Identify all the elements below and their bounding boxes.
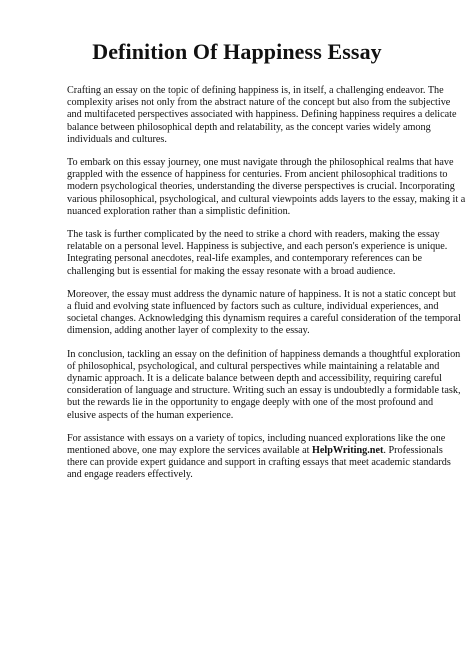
paragraph-intro — [67, 85, 457, 146]
paragraph-line: but the rewards lie in the opportunity to engage deeply with one of the most profound and — [67, 397, 434, 409]
paragraph-line: challenging but is essential for making the essay resonate with a broad audience. — [67, 265, 396, 277]
paragraph-line: balance between philosophical depth and relatability, as the concept varies widely among — [67, 121, 431, 133]
paragraph-line: a fluid and evolving state influenced by factors such as culture, individual experiences, and — [67, 301, 439, 313]
paragraph-line-with-link — [67, 445, 443, 457]
line-text-before-link: mentioned above, one may explore the services available at — [67, 445, 312, 457]
paragraph-line: The task is further complicated by the need to strike a chord with readers, making the essay — [67, 229, 440, 241]
paragraph-line: Integrating personal anecdotes, real-life examples, and contemporary references can be — [67, 253, 422, 265]
paragraph-line: and multifaceted perspectives associated with happiness. Defining happiness requires a delicate — [67, 109, 457, 121]
paragraph-line: of philosophical, psychological, and cultural perspectives while maintaining a relatable and — [67, 360, 440, 372]
paragraph-line: relatable on a personal level. Happiness is subjective, and each person's experience is unique. — [67, 241, 448, 253]
line-text-after-link: . Professionals — [383, 445, 443, 457]
paragraph-line: complexity arises not only from the abstract nature of the concept but also from the subjective — [67, 97, 451, 109]
paragraph-conclusion — [67, 348, 461, 422]
paragraph-line: grappled with the essence of happiness for centuries. From ancient philosophical traditions to — [67, 169, 448, 181]
paragraph-line: individuals and cultures. — [67, 133, 167, 145]
paragraph-line: there can provide expert guidance and support in crafting essays that meet academic standards — [67, 457, 451, 469]
paragraph-line: societal changes. Acknowledging this dynamism requires a careful consideration of the temporal — [67, 313, 461, 325]
helpwriting-link[interactable]: HelpWriting.net — [311, 445, 384, 457]
paragraph-line: dimension, adding another layer of complexity to the essay. — [67, 325, 310, 337]
paragraph-line: Crafting an essay on the topic of defining happiness is, in itself, a challenging endeavor. The — [67, 85, 444, 96]
essay-body — [67, 85, 466, 493]
paragraph-assistance — [67, 432, 451, 482]
paragraph-relatability — [67, 229, 448, 278]
paragraph-line: nuanced exploration rather than a simplistic definition. — [67, 205, 291, 217]
paragraph-line: consideration of language and structure. Writing such an essay is undoubtedly a formidable task, — [67, 385, 461, 397]
paragraph-line: dynamic approach. It is a delicate balance between depth and accessibility, requiring careful — [67, 373, 442, 385]
paragraph-dynamic-nature — [67, 288, 461, 338]
paragraph-philosophy — [67, 157, 466, 218]
page-title: Definition Of Happiness Essay — [92, 39, 382, 64]
paragraph-line: Moreover, the essay must address the dynamic nature of happiness. It is not a static concept but — [67, 288, 456, 300]
paragraph-line: various philosophical, psychological, and cultural viewpoints adds layers to the essay, making it a — [67, 193, 466, 205]
paragraph-line: To embark on this essay journey, one must navigate through the philosophical realms that have — [67, 157, 454, 169]
paragraph-line: and engage readers effectively. — [67, 469, 193, 481]
paragraph-line: In conclusion, tackling an essay on the definition of happiness demands a thoughtful exploration — [67, 348, 461, 360]
paragraph-line: modern psychological theories, understanding the diverse perspectives is crucial. Incorporating — [67, 181, 455, 193]
paragraph-line: For assistance with essays on a variety of topics, including nuanced explorations like the one — [67, 432, 446, 444]
paragraph-line: elusive aspects of the human experience. — [67, 409, 234, 421]
